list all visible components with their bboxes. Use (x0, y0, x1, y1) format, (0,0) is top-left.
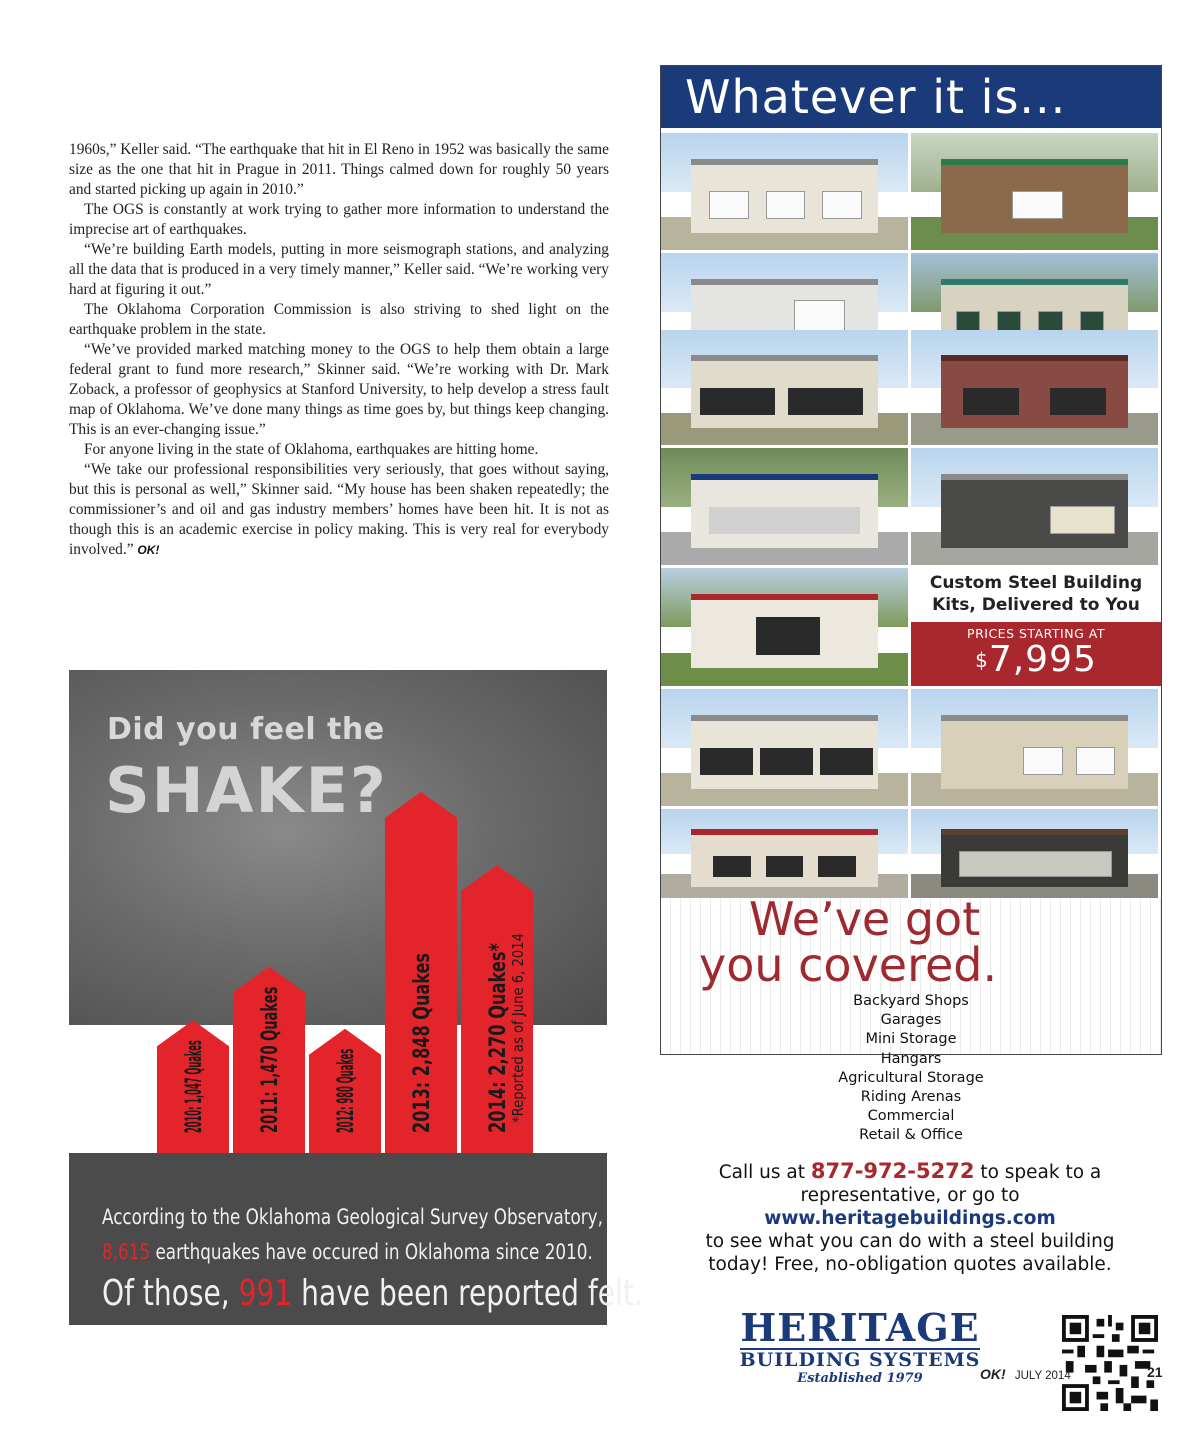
building-photo (911, 330, 1158, 445)
footer-issue: JULY 2014 (1014, 1370, 1071, 1382)
bar-2011 (233, 886, 305, 1153)
bar-2010 (157, 886, 229, 1153)
shake-infographic (69, 670, 607, 1133)
article-paragraph-text: “We take our professional responsibilities very seriously, that goes without saying, but this is personal as well,” Skinner said. “My house has been shaken repeatedly; the commissioner’s and oil and gas industry members’ homes have been hit. It is not as though this is an academic exercise in policy making. This is very real for everybody involved.” (69, 461, 609, 558)
shake-caption-line2-text: earthquakes have occured in Oklahoma since 2010. (150, 1240, 593, 1264)
building-photo (661, 568, 908, 686)
building-type-item: Riding Arenas (860, 1089, 962, 1106)
building-photo (661, 689, 908, 806)
article-paragraph: 1960s,” Keller said. “The earthquake that hit in El Reno in 1952 was basically the same size as the one that hit in Prague in 2011. Things calmed down for roughly 50 years and started picking up again in 2010.” (69, 141, 609, 198)
quake-bar-chart (69, 670, 607, 1153)
ad-custom-line1: Custom Steel Building (929, 573, 1143, 593)
shake-title-line2: SHAKE? (105, 754, 388, 827)
building-photo (911, 448, 1158, 565)
heritage-ad (660, 65, 1162, 1144)
bar-label: 2014: 2,270 Quakes* (486, 875, 511, 1133)
ad-phone-number[interactable]: 877-972-5272 (810, 1159, 975, 1183)
article-body (69, 140, 609, 560)
price-badge (911, 622, 1161, 686)
heritage-logo-sub: BUILDING SYSTEMS (739, 1349, 981, 1371)
ad-call-suffix: to speak to a representative, or go to (800, 1162, 1102, 1206)
page-number: 21 (1147, 1364, 1163, 1380)
shake-caption-panel (69, 1153, 643, 1325)
shake-title-line1: Did you feel the (107, 712, 385, 747)
footer-magazine-logo: OK! (980, 1366, 1006, 1382)
heritage-logo-main: HERITAGE (740, 1305, 980, 1350)
building-photo (911, 133, 1158, 250)
building-photo (661, 448, 908, 565)
building-photo (911, 809, 1158, 899)
price-currency: $ (975, 648, 989, 672)
shake-caption-line3 (102, 1273, 643, 1314)
qr-code-icon[interactable] (1062, 1315, 1158, 1411)
building-photo (911, 689, 1158, 806)
building-type-item: Agricultural Storage (838, 1069, 984, 1086)
ad-custom-kits-text (911, 568, 1161, 624)
shake-caption-line2 (102, 1240, 593, 1264)
bar-label: 2013: 2,848 Quakes (410, 886, 435, 1133)
felt-quakes-number: 991 (238, 1273, 293, 1314)
bar-2013 (385, 792, 457, 1153)
ad-website-link[interactable]: www.heritagebuildings.com (764, 1208, 1056, 1229)
total-quakes-number: 8,615 (102, 1240, 151, 1264)
price-amount: 7,995 (988, 639, 1097, 680)
article-paragraph: The OGS is constantly at work trying to gather more information to understand the imprecise art of earthquakes. (69, 201, 609, 238)
building-type-item: Commercial (867, 1108, 955, 1125)
shake-caption-line3-end: have been reported felt. (292, 1273, 643, 1314)
price-label: PRICES STARTING AT (967, 626, 1105, 641)
shake-caption-line3-start: Of those, (102, 1273, 239, 1314)
bar-label: 2012: 980 Quakes (334, 910, 359, 1133)
article-paragraph: “We’re building Earth models, putting in more seismograph stations, and analyzing all the data that is produced in a very timely manner,” Keller said. “We’re working very hard at figuring it out.” (69, 241, 609, 298)
article-paragraph: The Oklahoma Corporation Commission is also striving to shed light on the earthquake problem in the state. (69, 301, 609, 338)
ad-slogan-line2: you covered. (699, 938, 998, 992)
building-type-item: Hangars (880, 1050, 942, 1067)
ad-call-to-action (690, 1160, 1130, 1276)
building-type-item: Backyard Shops (853, 993, 969, 1009)
building-type-item: Mini Storage (865, 1031, 957, 1048)
page-footer (980, 1366, 1071, 1382)
bar-label: 2011: 1,470 Quakes (258, 886, 283, 1133)
ad-headline: Whatever it is... (685, 70, 1067, 124)
ad-custom-line2: Kits, Delivered to You (932, 595, 1140, 615)
ad-header-bar (661, 66, 1161, 128)
ad-slogan-line1: We’ve got (749, 892, 981, 946)
article-end-mark: OK! (137, 543, 160, 557)
building-type-item: Garages (880, 1012, 942, 1029)
heritage-logo-established: Established 1979 (797, 1371, 923, 1386)
building-types-list (781, 992, 1041, 1146)
bar-2014 (461, 865, 533, 1153)
article-paragraph: For anyone living in the state of Oklahoma, earthquakes are hitting home. (84, 441, 539, 458)
ad-call-prefix: Call us at (718, 1162, 811, 1183)
bar-2012 (309, 910, 381, 1153)
building-photo (661, 809, 908, 899)
shake-caption-line1: According to the Oklahoma Geological Survey Observatory, (102, 1205, 603, 1229)
bar-annotation: *Reported as of June 6, 2014 (509, 906, 527, 1123)
bar-label: 2010: 1,047 Quakes (182, 886, 207, 1133)
building-photo (661, 330, 908, 445)
article-paragraph-last (69, 460, 609, 560)
price-value (911, 641, 1161, 679)
article-paragraph: “We’ve provided marked matching money to the OGS to help them obtain a large federal grant to fund more research,” Skinner said. “We’re working with Dr. Mark Zoback, a professor of geophysics at Stanford University, to help develop a stress fault map of Oklahoma. We’ve done many things as time goes by, but things keep changing. This is an ever-changing issue.” (69, 341, 609, 438)
ad-call-end: to see what you can do with a steel building today! Free, no-obligation quotes available. (705, 1231, 1115, 1275)
building-type-item: Retail & Office (859, 1127, 963, 1144)
building-photo (661, 133, 908, 250)
